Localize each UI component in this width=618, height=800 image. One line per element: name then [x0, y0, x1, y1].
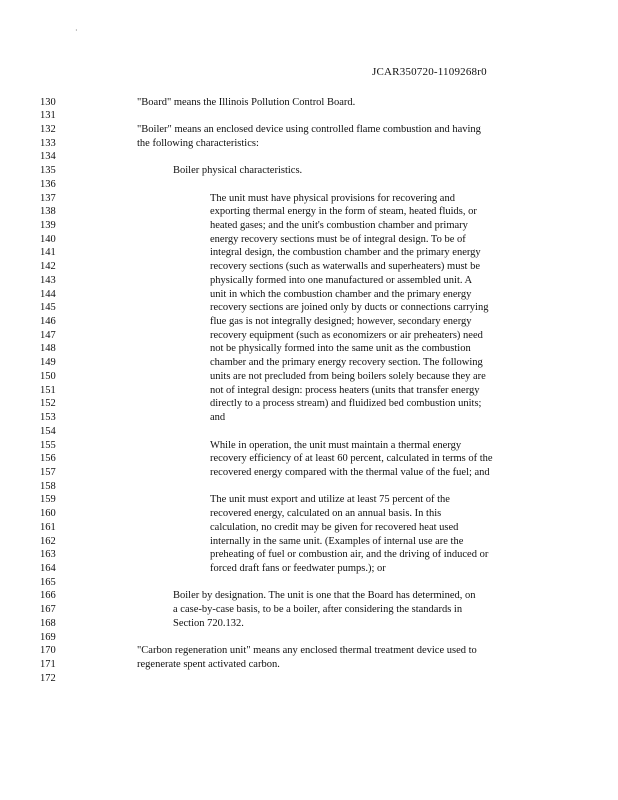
line-text: regenerate spent activated carbon.: [137, 659, 280, 671]
line-number: 138: [40, 206, 56, 218]
document-line: [0, 384, 618, 398]
document-line: [0, 301, 618, 315]
line-number: 162: [40, 535, 56, 547]
line-text: recovered energy, calculated on an annual basis. In this: [210, 508, 442, 520]
document-line: [0, 658, 618, 672]
document-line: [0, 164, 618, 178]
document-line: [0, 507, 618, 521]
line-number: 141: [40, 247, 56, 259]
line-text: integral design, the combustion chamber and the primary energy: [210, 247, 481, 259]
document-line: [0, 370, 618, 384]
line-text: unit in which the combustion chamber and the primary energy: [210, 288, 472, 300]
line-number: 167: [40, 604, 56, 616]
line-text: recovery sections (such as waterwalls and superheaters) must be: [210, 261, 480, 273]
line-number: 153: [40, 412, 56, 424]
line-text: flue gas is not integrally designed; however, secondary energy: [210, 316, 472, 328]
line-number: 161: [40, 521, 56, 533]
line-number: 139: [40, 219, 56, 231]
document-line: [0, 342, 618, 356]
document-line: [0, 589, 618, 603]
line-text: and: [210, 412, 226, 424]
line-text: directly to a process stream) and fluidized bed combustion units;: [210, 398, 482, 410]
line-text: The unit must export and utilize at least 75 percent of the: [210, 494, 450, 506]
line-number: 159: [40, 494, 56, 506]
line-number: 152: [40, 398, 56, 410]
line-text: "Board" means the Illinois Pollution Control Board.: [137, 96, 356, 108]
line-number: 137: [40, 192, 56, 204]
document-identifier: JCAR350720-1109268r0: [372, 66, 487, 78]
line-number: 170: [40, 645, 56, 657]
line-number: 135: [40, 165, 56, 177]
line-text: While in operation, the unit must maintain a thermal energy: [210, 439, 462, 451]
line-number: 130: [40, 96, 56, 108]
document-line: [0, 411, 618, 425]
document-line: [0, 425, 618, 439]
line-number: 172: [40, 672, 56, 684]
line-number: 165: [40, 576, 56, 588]
line-text: recovered energy compared with the thermal value of the fuel; and: [210, 466, 490, 478]
document-line: [0, 288, 618, 302]
line-text: a case-by-case basis, to be a boiler, after considering the standards in: [173, 604, 463, 616]
line-number: 131: [40, 110, 56, 122]
line-number: 157: [40, 466, 56, 478]
document-line: [0, 260, 618, 274]
line-text: Section 720.132.: [173, 617, 244, 629]
line-text: recovery equipment (such as economizers or air preheaters) need: [210, 329, 483, 341]
document-line: [0, 123, 618, 137]
line-number: 154: [40, 425, 56, 437]
line-text: Boiler by designation. The unit is one that the Board has determined, on: [173, 590, 476, 602]
line-text: exporting thermal energy in the form of steam, heated fluids, or: [210, 206, 477, 218]
document-line: [0, 397, 618, 411]
line-text: preheating of fuel or combustion air, and the driving of induced or: [210, 549, 489, 561]
line-number: 132: [40, 123, 56, 135]
line-number: 166: [40, 590, 56, 602]
document-line: [0, 603, 618, 617]
document-line: [0, 96, 618, 110]
document-line: [0, 466, 618, 480]
line-number: 163: [40, 549, 56, 561]
document-line: [0, 548, 618, 562]
line-number: 164: [40, 562, 56, 574]
line-text: forced draft fans or feedwater pumps.); or: [210, 562, 386, 574]
line-text: "Boiler" means an enclosed device using controlled flame combustion and having: [137, 123, 481, 135]
line-number: 146: [40, 316, 56, 328]
document-line: [0, 329, 618, 343]
document-line: [0, 315, 618, 329]
document-line: [0, 178, 618, 192]
document-line: [0, 644, 618, 658]
document-line: [0, 205, 618, 219]
line-text: units are not precluded from being boilers solely because they are: [210, 370, 486, 382]
line-number: 158: [40, 480, 56, 492]
document-line: [0, 576, 618, 590]
line-text: internally in the same unit. (Examples of internal use are the: [210, 535, 464, 547]
line-text: energy recovery sections must be of integral design. To be of: [210, 233, 466, 245]
line-number: 136: [40, 178, 56, 190]
document-line: [0, 192, 618, 206]
line-number: 156: [40, 453, 56, 465]
document-line: [0, 562, 618, 576]
scan-speck: ·: [75, 26, 78, 35]
line-text: not of integral design: process heaters (units that transfer energy: [210, 384, 480, 396]
document-line: [0, 672, 618, 686]
line-text: The unit must have physical provisions for recovering and: [210, 192, 455, 204]
document-line: [0, 274, 618, 288]
document-line: [0, 480, 618, 494]
document-line: [0, 535, 618, 549]
line-text: physically formed into one manufactured or assembled unit. A: [210, 274, 473, 286]
line-number: 147: [40, 329, 56, 341]
document-line: [0, 233, 618, 247]
line-number: 143: [40, 274, 56, 286]
line-number: 145: [40, 302, 56, 314]
line-number: 155: [40, 439, 56, 451]
line-number: 149: [40, 357, 56, 369]
line-number: 168: [40, 617, 56, 629]
line-text: recovery sections are joined only by ducts or connections carrying: [210, 302, 489, 314]
document-line: [0, 356, 618, 370]
line-number: 169: [40, 631, 56, 643]
line-number: 150: [40, 370, 56, 382]
document-line: [0, 109, 618, 123]
line-number: 142: [40, 261, 56, 273]
line-text: Boiler physical characteristics.: [173, 165, 303, 177]
document-line: [0, 219, 618, 233]
document-line: [0, 452, 618, 466]
document-line: [0, 617, 618, 631]
line-text: chamber and the primary energy recovery section. The following: [210, 357, 483, 369]
document-line: [0, 150, 618, 164]
line-number: 148: [40, 343, 56, 355]
document-line: [0, 246, 618, 260]
line-text: recovery efficiency of at least 60 percent, calculated in terms of the: [210, 453, 493, 465]
document-line: [0, 137, 618, 151]
document-line: [0, 439, 618, 453]
line-text: the following characteristics:: [137, 137, 259, 149]
line-number: 140: [40, 233, 56, 245]
line-number: 144: [40, 288, 56, 300]
line-number: 133: [40, 137, 56, 149]
line-number: 134: [40, 151, 56, 163]
line-text: calculation, no credit may be given for recovered heat used: [210, 521, 459, 533]
document-line: [0, 521, 618, 535]
line-number: 151: [40, 384, 56, 396]
line-number: 160: [40, 508, 56, 520]
document-line: [0, 493, 618, 507]
line-number: 171: [40, 659, 56, 671]
line-text: heated gases; and the unit's combustion chamber and primary: [210, 219, 468, 231]
line-text: not be physically formed into the same unit as the combustion: [210, 343, 471, 355]
document-line: [0, 631, 618, 645]
line-text: "Carbon regeneration unit" means any enclosed thermal treatment device used to: [137, 645, 477, 657]
